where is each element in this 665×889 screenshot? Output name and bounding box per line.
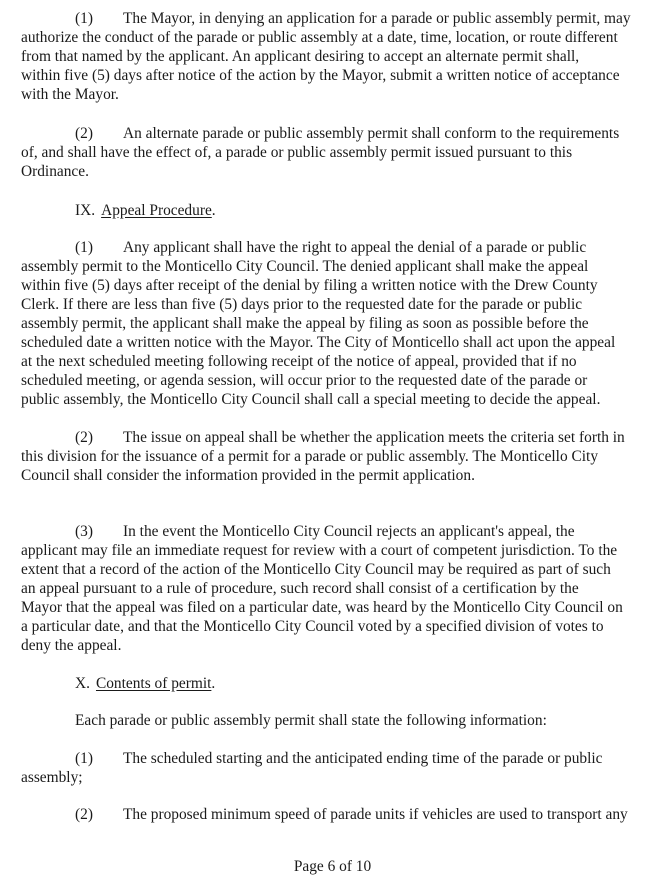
paragraph-number: (2) bbox=[75, 125, 93, 142]
section-intro: Each parade or public assembly permit shall state the following information: bbox=[75, 712, 547, 729]
paragraph-number: (1) bbox=[75, 750, 93, 767]
paragraph-appeal-3: (3) In the event the Monticello City Council rejects an applicant's appeal, the applicant may file an immediate request for review with a court of competent jurisdiction. To the extent that a record of the action of the Monticello City Council may be required as part of such an appeal pursuant to a rule of procedure, such record shall consist of a certification by the Mayor that the appeal was filed on a particular date, was heard by the Monticello City Council on a particular date, and that the Monticello City Council voted by a specified division of votes to deny the appeal. bbox=[21, 523, 623, 654]
section-title: Contents of permit bbox=[95, 675, 212, 692]
section-heading-appeal-procedure: IX. Appeal Procedure. bbox=[75, 202, 216, 219]
section-heading-contents-of-permit: X. Contents of permit. bbox=[75, 675, 216, 692]
paragraph-alternate-permit-2: (2) An alternate parade or public assembly permit shall conform to the requirements of, and shall have the effect of, a parade or public assembly permit issued pursuant to this Ordinance. bbox=[21, 125, 620, 180]
paragraph-contents-1: (1) The scheduled starting and the anticipated ending time of the parade or public assembly; bbox=[21, 750, 603, 786]
paragraph-number: (3) bbox=[75, 523, 93, 540]
paragraph-appeal-1: (1) Any applicant shall have the right to appeal the denial of a parade or public assembly permit to the Monticello City Council. The denied applicant shall make the appeal within five (5) days after receipt of the denial by filing a written notice with the Drew County Clerk. If there are less than five (5) days prior to the requested date for the parade or public assembly permit, the applicant shall make the appeal by filing as soon as possible before the scheduled date a written notice with the Mayor. The City of Monticello shall act upon the appeal at the next scheduled meeting following receipt of the notice of appeal, provided that if no scheduled meeting, or agenda session, will occur prior to the requested date of the parade or public assembly, the Monticello City Council shall call a special meeting to decide the appeal. bbox=[21, 239, 616, 408]
paragraph-alternate-permit-1: (1) The Mayor, in denying an application for a parade or public assembly permit, may authorize the conduct of the parade or public assembly at a date, time, location, or route different from that named by the applicant. An applicant desiring to accept an alternate permit shall, within five (5) days after notice of the action by the Mayor, submit a written notice of acceptance with the Mayor. bbox=[21, 10, 631, 103]
section-title: Appeal Procedure bbox=[101, 202, 212, 219]
paragraph-number: (1) bbox=[75, 10, 93, 27]
paragraph-appeal-2: (2) The issue on appeal shall be whether the application meets the criteria set forth in this division for the issuance of a permit for a parade or public assembly. The Monticello City Council shall consider the information provided in the permit application. bbox=[21, 429, 625, 484]
paragraph-number: (2) bbox=[75, 429, 93, 446]
paragraph-contents-2: (2) The proposed minimum speed of parade units if vehicles are used to transport any bbox=[75, 806, 628, 823]
paragraph-number: (2) bbox=[75, 806, 93, 823]
paragraph-number: (1) bbox=[75, 239, 93, 256]
page-number-footer: Page 6 of 10 bbox=[293, 858, 372, 875]
